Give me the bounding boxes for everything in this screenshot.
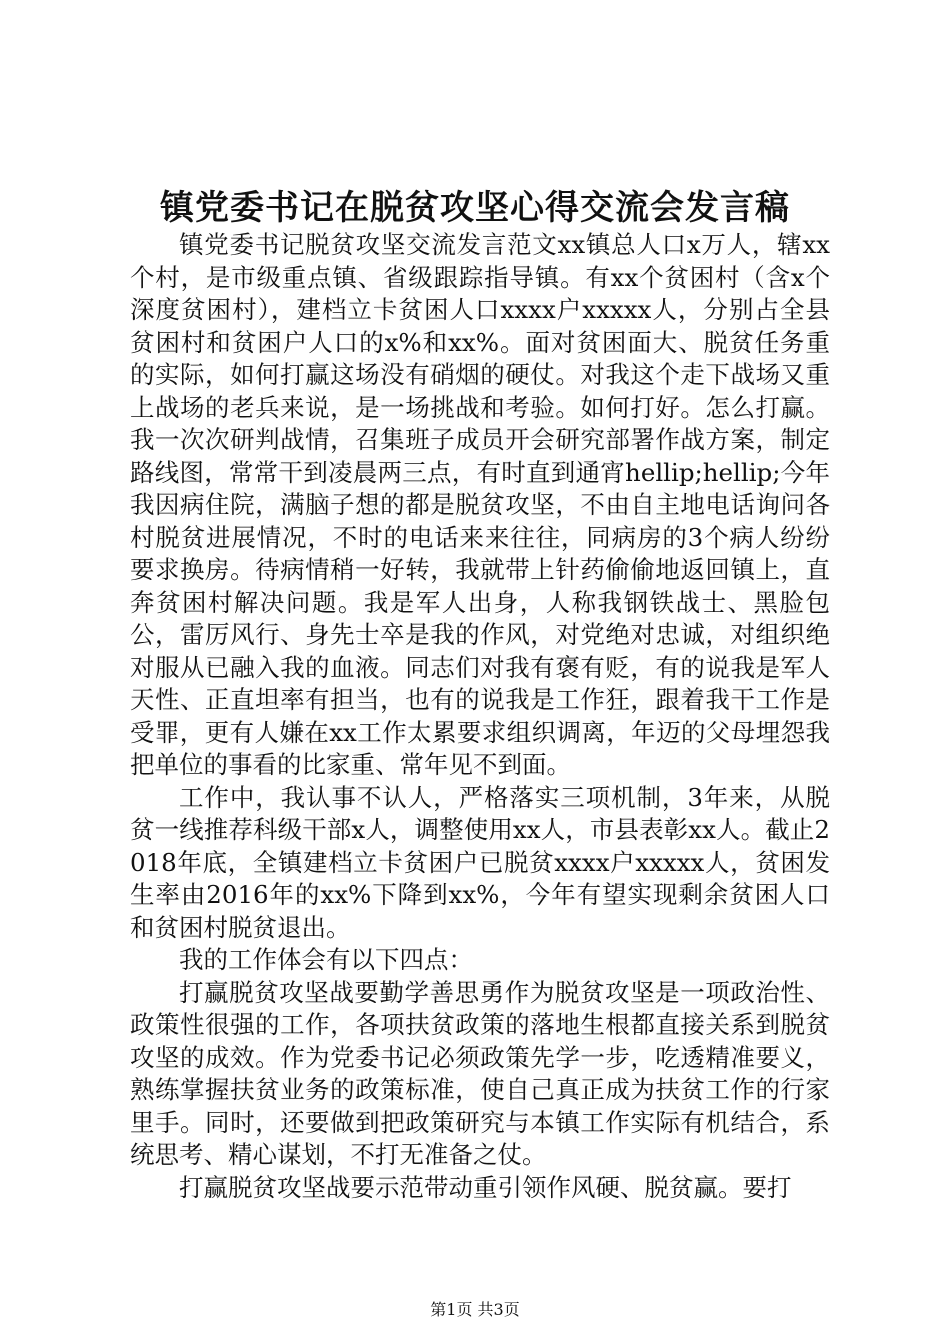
paragraph-1: 镇党委书记脱贫攻坚交流发言范文xx镇总人口x万人，辖xx个村，是市级重点镇、省级跟踪指导镇。有xx个贫困村（含x个深度贫困村），建档立卡贫困人口xxxx户xxxxx人，分别占全县贫困村和贫困户人口的x%和xx%。面对贫困面大、脱贫任务重的实际，如何打赢这场没有硝烟的硬仗。对我这个走下战场又重上战场的老兵来说，是一场挑战和考验。如何打好。怎么打赢。我一次次研判战情，召集班子成员开会研究部署作战方案，制定路线图，常常干到凌晨两三点，有时直到通宵hellip;hellip;今年我因病住院，满脑子想的都是脱贫攻坚，不由自主地电话询问各村脱贫进展情况，不时的电话来来往往，同病房的3个病人纷纷要求换房。待病情稍一好转，我就带上针药偷偷地返回镇上，直奔贫困村解决问题。我是军人出身，人称我钢铁战士、黑脸包公，雷厉风行、身先士卒是我的作风，对党绝对忠诚，对组织绝对服从已融入我的血液。同志们对我有褒有贬，有的说我是军人天性、正直坦率有担当，也有的说我是工作狂，跟着我干工作是受罪，更有人嫌在xx工作太累要求组织调离，年迈的父母埋怨我把单位的事看的比家重、常年见不到面。 <box>130 230 830 779</box>
document-body <box>130 229 830 1204</box>
document-title: 镇党委书记在脱贫攻坚心得交流会发言稿 <box>160 188 790 228</box>
paragraph-4: 打赢脱贫攻坚战要勤学善思勇作为脱贫攻坚是一项政治性、政策性很强的工作，各项扶贫政策的落地生根都直接关系到脱贫攻坚的成效。作为党委书记必须政策先学一步，吃透精准要义，熟练掌握扶贫业务的政策标准，使自己真正成为扶贫工作的行家里手。同时，还要做到把政策研究与本镇工作实际有机结合，系统思考、精心谋划，不打无准备之仗。 <box>130 977 830 1169</box>
paragraph-5: 打赢脱贫攻坚战要示范带动重引领作风硬、脱贫赢。要打 <box>179 1172 792 1202</box>
paragraph-3: 我的工作体会有以下四点： <box>179 945 473 974</box>
page-number-footer: 第1页 共3页 <box>430 1300 520 1319</box>
paragraph-2: 工作中，我认事不认人，严格落实三项机制，3年来，从脱贫一线推荐科级干部x人，调整使用xx人，市县表彰xx人。截止2018年底，全镇建档立卡贫困户已脱贫xxxx户xxxxx人，贫困发生率由2016年的xx%下降到xx%，今年有望实现剩余贫困人口和贫困村脱贫退出。 <box>130 782 830 942</box>
